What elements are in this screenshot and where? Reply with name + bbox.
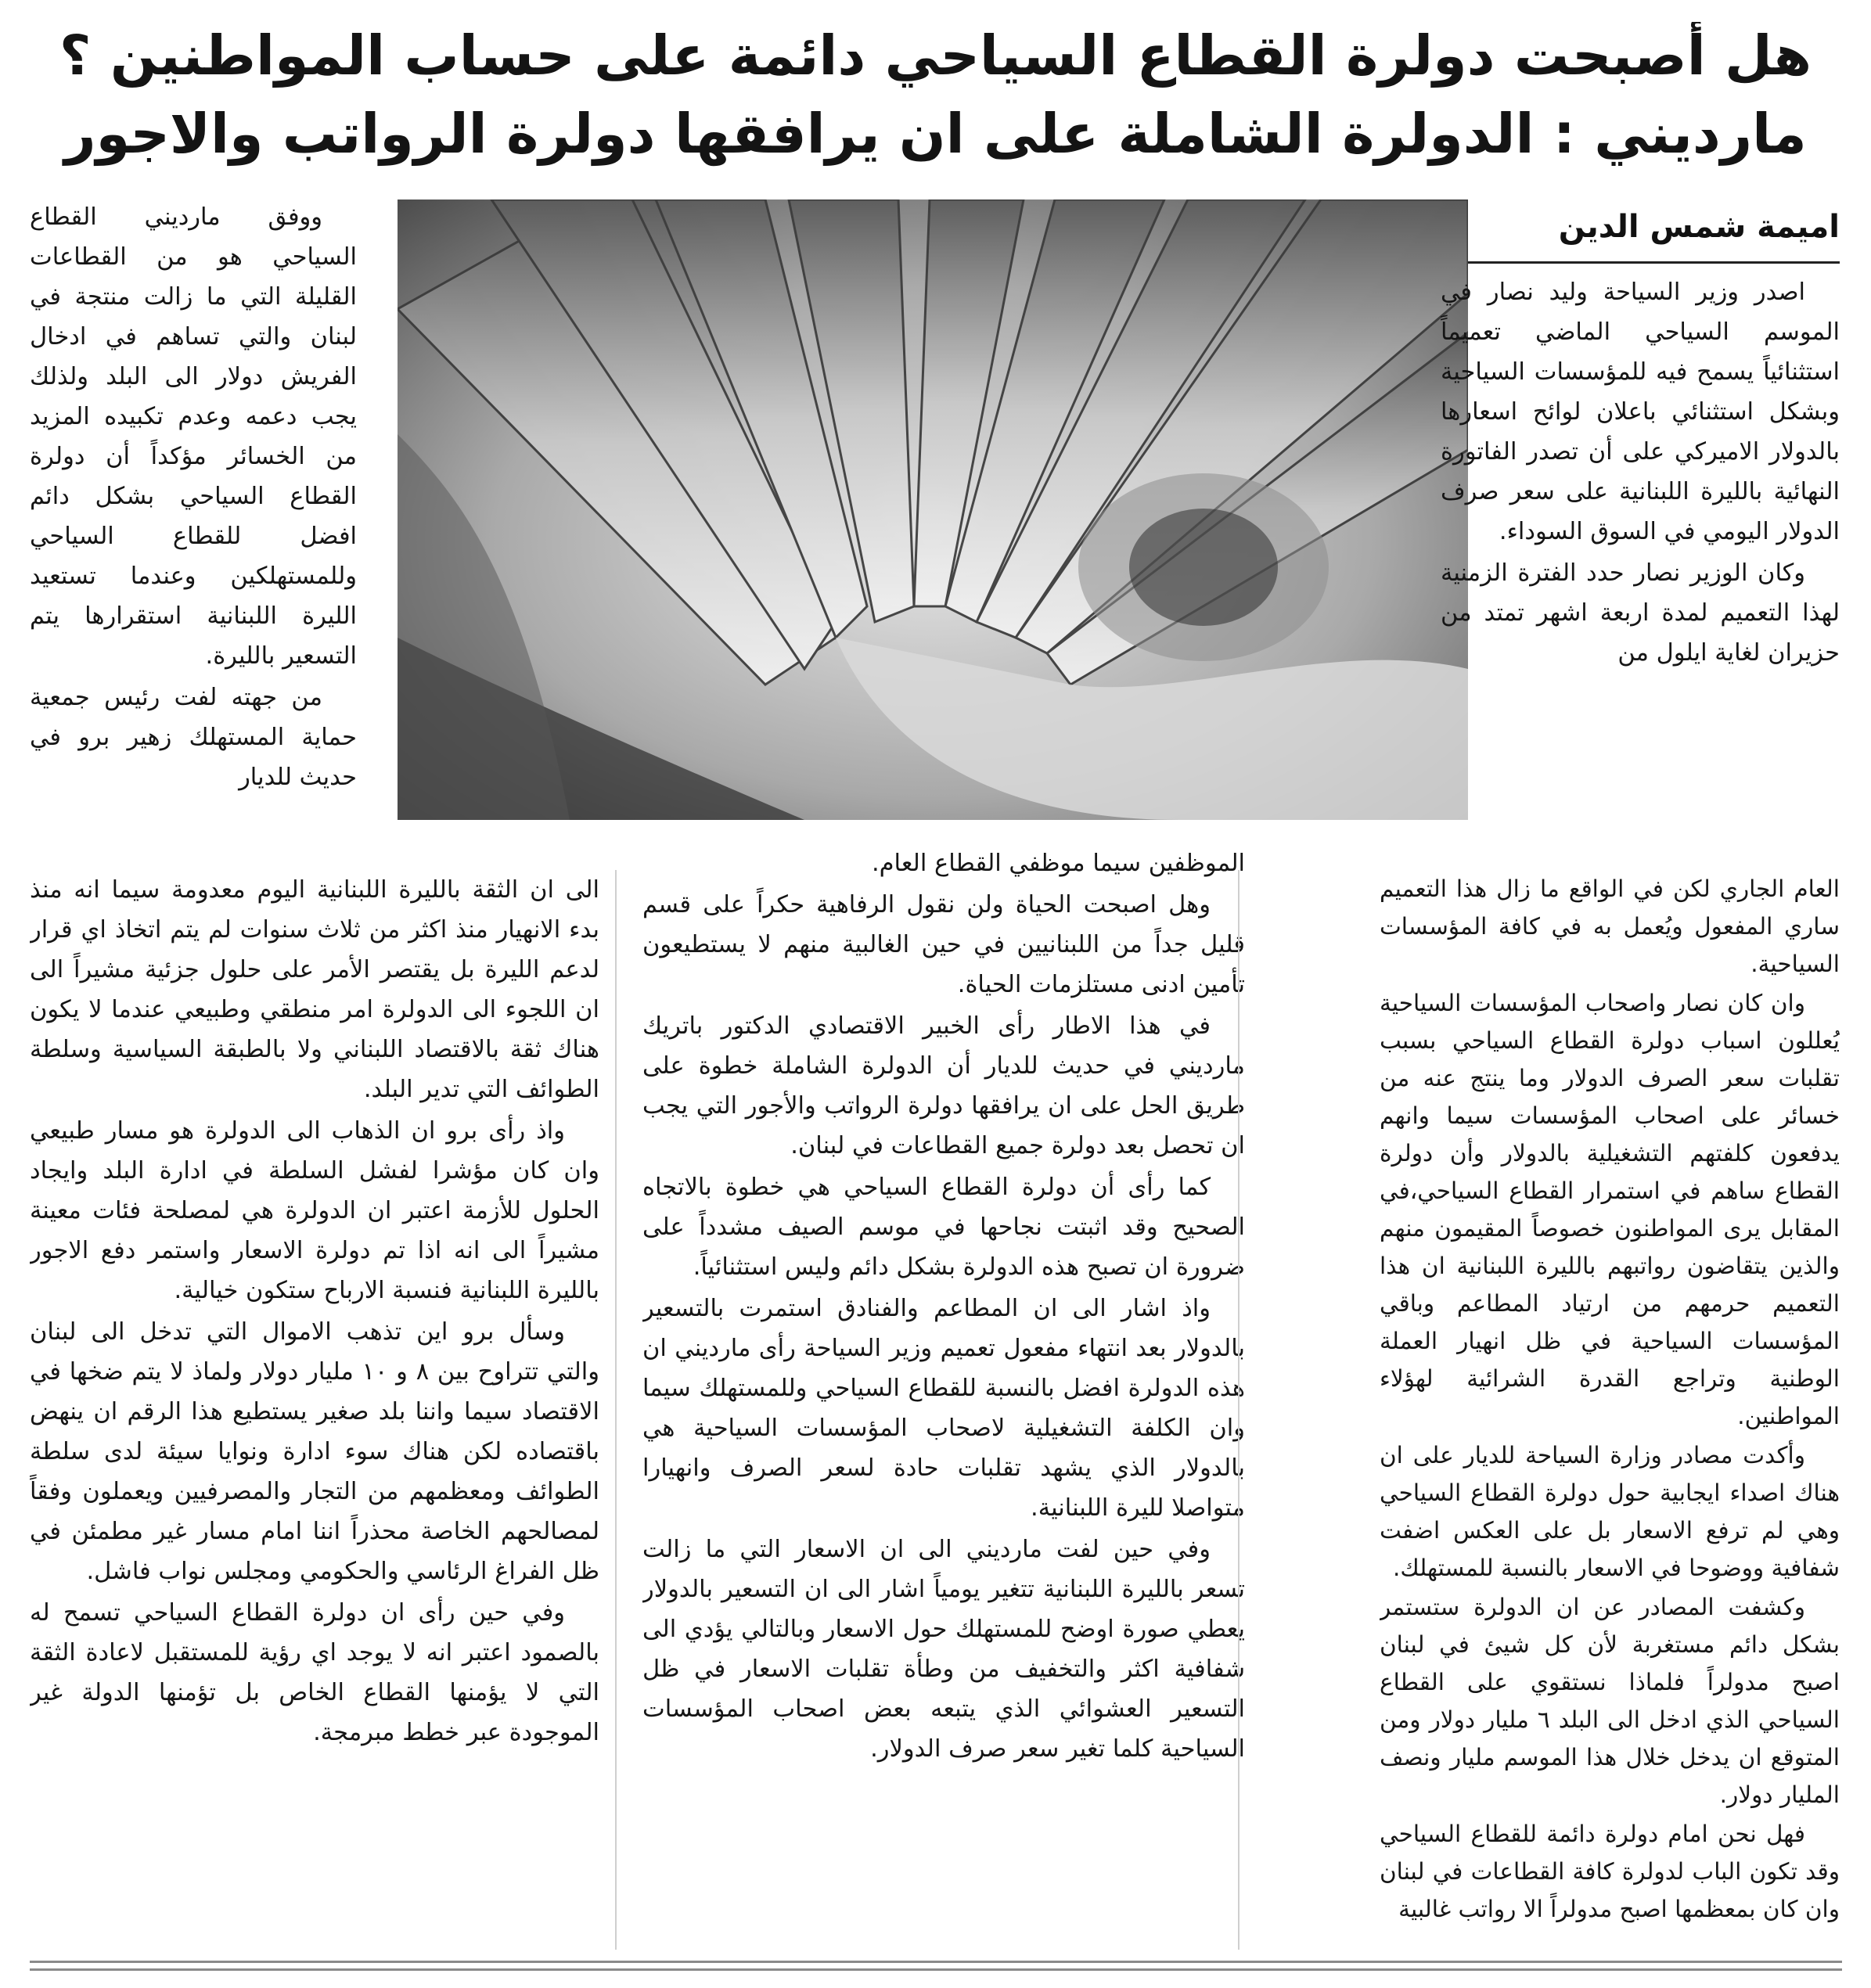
column-divider [615,870,617,1950]
footer-rule [30,1961,1842,1963]
paragraph: الموظفين سيما موظفي القطاع العام. [871,850,1245,877]
paragraph: وسأل برو اين تذهب الاموال التي تدخل الى لبنان والتي تتراوح بين ٨ و ١٠ مليار دولار ولماذ لا يتم ضخها في الاقتصاد سيما واننا بلد صغير يستطيع هذا الرقم ان ينهض باقتصاده لكن هناك سوء ادارة ونوايا سيئة لدى سلطة الطوائف ومعظمهم من التجار والمصرفيين ويعملون وفقاً لمصالحهم الخاصة محذراً اننا امام مسار غير مطمئن في ظل الفراغ الرئاسي والحكومي ومجلس نواب فاشل. [30,1318,599,1585]
headline-line-2: مارديني : الدولرة الشاملة على ان يرافقها دولرة الرواتب والاجور [64,102,1807,166]
paragraph: وأكدت مصادر وزارة السياحة للديار على ان هناك اصداء ايجابية حول دولرة القطاع السياحي وهي لم ترفع الاسعار بل على العكس اضفت شفافية ووضوحا في الاسعار بالنسبة للمستهلك. [1380,1442,1840,1581]
column-divider [1238,870,1240,1950]
column-right-top [1441,272,1840,868]
paragraph: العام الجاري لكن في الواقع ما زال هذا التعميم ساري المفعول ويُعمل به في كافة المؤسسات السياحية. [1380,875,1840,977]
column-left-bottom [30,870,599,1950]
column-middle [642,843,1245,1950]
paragraph: اصدر وزير السياحة وليد نصار في الموسم السياحي الماضي تعميماً استثنائياً يسمح فيه للمؤسسات السياحية وبشكل استثنائي باعلان لوائح اسعارها بالدولار الاميركي على أن تصدر الفاتورة النهائية بالليرة اللبنانية على سعر صرف الدولار اليومي في السوق السوداء. [1441,279,1840,545]
paragraph: وكان الوزير نصار حدد الفترة الزمنية لهذا التعميم لمدة اربعة اشهر تمتد من حزيران لغاية ايلول من [1441,559,1840,667]
paragraph: وان كان نصار واصحاب المؤسسات السياحية يُعللون اسباب دولرة القطاع السياحي بسبب تقلبات سعر الصرف الدولار وما ينتج عنه من خسائر على اصحاب المؤسسات سيما وانهم يدفعون كلفتهم التشغيلية بالدولار وأن دولرة القطاع ساهم في استمرار القطاع السياحي،في المقابل يرى المواطنون خصوصاً المقيمون منهم والذين يتقاضون رواتبهم بالليرة اللبنانية ان هذا التعميم حرمهم من ارتياد المطاعم وباقي المؤسسات السياحية في ظل انهيار العملة الوطنية وتراجع القدرة الشرائية لهؤلاء المواطنين. [1380,990,1840,1429]
headline-line-1: هل أصبحت دولرة القطاع السياحي دائمة على حساب المواطنين ؟ [59,23,1812,88]
byline-rule [1441,261,1840,264]
paragraph: في هذا الاطار رأى الخبير الاقتصادي الدكتور باتريك مارديني في حديث للديار أن الدولرة الشاملة خطوة على طريق الحل على ان يرافقها دولرة الرواتب والأجور التي يجب ان تحصل بعد دولرة جميع القطاعات في لبنان. [642,1012,1245,1159]
footer-rule [30,1968,1842,1971]
paragraph: من جهته لفت رئيس جمعية حماية المستهلك زهير برو في حديث للديار [30,684,357,791]
paragraph: واذ رأى برو ان الذهاب الى الدولرة هو مسار طبيعي وان كان مؤشرا لفشل السلطة في ادارة البلد وايجاد الحلول للأزمة اعتبر ان الدولرة هي لمصلحة فئات معينة مشيراً الى انه اذا تم دولرة الاسعار واستمر دفع الاجور بالليرة اللبنانية فنسبة الارباح ستكون خيالية. [30,1117,599,1304]
banknotes-photo [398,200,1468,820]
byline: اميمة شمس الدين [1558,209,1840,245]
paragraph: فهل نحن امام دولرة دائمة للقطاع السياحي وقد تكون الباب لدولرة كافة القطاعات في لبنان وان كان بمعظمها اصبح مدولراً الا رواتب غالبية [1380,1821,1840,1922]
paragraph: وكشفت المصادر عن ان الدولرة ستستمر بشكل دائم مستغربة لأن كل شيئ في لبنان اصبح مدولراً فلماذا نستقوي على القطاع السياحي الذي ادخل الى البلد ٦ مليار دولار ومن المتوقع ان يدخل خلال هذا الموسم مليار ونصف المليار دولار. [1380,1594,1840,1808]
paragraph: وفي حين رأى ان دولرة القطاع السياحي تسمح له بالصمود اعتبر انه لا يوجد اي رؤية للمستقبل لاعادة الثقة التي لا يؤمنها القطاع الخاص بل تؤمنها الدولة غير الموجودة عبر خطط مبرمجة. [30,1599,599,1746]
paragraph: وهل اصبحت الحياة ولن نقول الرفاهية حكراً على قسم قليل جداً من اللبنانيين في حين الغالبية منهم لا يستطيعون تأمين ادنى مستلزمات الحياة. [642,891,1245,998]
paragraph: الى ان الثقة بالليرة اللبنانية اليوم معدومة سيما انه منذ بدء الانهيار منذ اكثر من ثلاث سنوات لم يتم اتخاذ اي قرار لدعم الليرة بل يقتصر الأمر على حلول جزئية مشيراً الى ان اللجوء الى الدولرة امر منطقي وطبيعي عندما لا يكون هناك ثقة بالاقتصاد اللبناني ولا بالطبقة السياسية وسلطة الطوائف التي تدير البلد. [30,876,599,1103]
column-left-top [30,197,357,854]
paragraph: كما رأى أن دولرة القطاع السياحي هي خطوة بالاتجاه الصحيح وقد اثبتت نجاحها في موسم الصيف مشدداً على ضرورة ان تصبح هذه الدولرة بشكل دائم وليس استثنائياً. [642,1174,1245,1281]
paragraph: وفي حين لفت مارديني الى ان الاسعار التي ما زالت تسعر بالليرة اللبنانية تتغير يومياً اشار الى ان التسعير بالدولار يعطي صورة اوضح للمستهلك حول الاسعار وبالتالي يؤدي الى شفافية اكثر والتخفيف من وطأة تقلبات الاسعار في ظل التسعير العشوائي الذي يتبعه بعض اصحاب المؤسسات السياحية كلما تغير سعر صرف الدولار. [642,1536,1245,1763]
column-right-bottom [1380,870,1840,1950]
paragraph: ووفق مارديني القطاع السياحي هو من القطاعات القليلة التي ما زالت منتجة في لبنان والتي تساهم في ادخال الفريش دولار الى البلد ولذلك يجب دعمه وعدم تكبيده المزيد من الخسائر مؤكداً أن دولرة القطاع السياحي بشكل دائم افضل للقطاع السياحي وللمستهلكين وعندما تستعيد الليرة اللبنانية استقرارها يتم التسعير بالليرة. [30,203,357,670]
paragraph: واذ اشار الى ان المطاعم والفنادق استمرت بالتسعير بالدولار بعد انتهاء مفعول تعميم وزير السياحة رأى مارديني ان هذه الدولرة افضل بالنسبة للقطاع السياحي وللمستهلك سيما وان الكلفة التشغيلية لاصحاب المؤسسات السياحية هي بالدولار الذي يشهد تقلبات حادة لسعر الصرف وانهيارا متواصلا لليرة اللبنانية. [642,1295,1245,1522]
